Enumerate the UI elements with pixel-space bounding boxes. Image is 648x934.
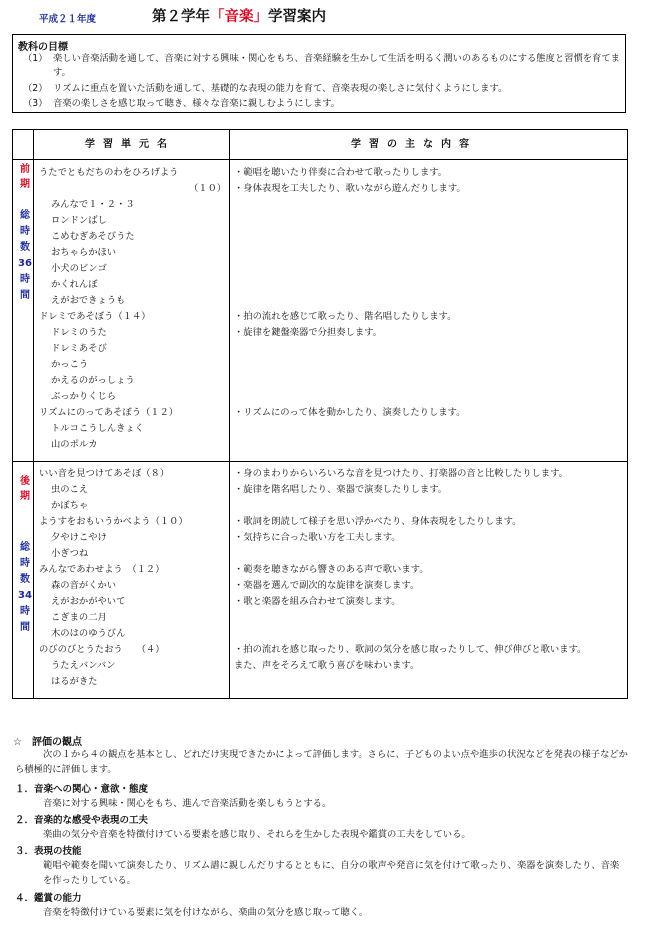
goal-item [23,52,623,80]
term2-hours-char: 時 [20,606,30,617]
eval-point-title: ２．音楽的な感受や表現の工夫 [15,815,149,826]
curriculum-table [12,129,628,699]
song-title: 小ぎつね [51,548,89,559]
goals-title: 教科の目標 [18,42,68,53]
term1-hours-char: 数 [20,242,30,253]
song-title: ドレミのうた [51,327,107,338]
goal-text: 楽しい音楽活動を通して、音楽に対する興味・関心をもち、音楽経験を生かして生活を明るく潤いのあるものにする態度と習慣を育てます。 [53,53,620,78]
eval-point-text: 音楽に対する興味・関心をもち、進んで音楽活動を楽しもうとする。 [43,798,332,809]
song-title: 虫のこえ [51,484,89,495]
song-title: おちゃらかほい [51,247,117,258]
song-title: かえるのがっしょう [51,375,135,386]
eval-point-text: 音楽を特徴付けている要素に気を付けながら、楽曲の気分を感じ取って聴く。 [43,907,369,918]
song-title: トルコこうしんきょく [51,423,144,434]
content-item: ・歌詞を朗読して様子を思い浮かべたり、身体表現をしたりします。 [234,516,522,527]
term2-hours-char: 間 [20,622,30,633]
content-item: ・歌と楽器を組み合わせて演奏します。 [234,596,401,607]
table-divider [13,461,627,462]
song-title: えがおできょうも [51,295,126,306]
song-title: かぼちゃ [51,500,89,511]
content-item: ・身のまわりからいろいろな音を見つけたり、打楽器の音と比較したりします。 [234,468,568,479]
song-title: みんなで１・２・３ [51,199,135,210]
table-divider [33,130,34,698]
content-item: ・リズムにのって体を動かしたり、演奏したりします。 [234,407,466,418]
title-grade: 第２学年 [152,9,210,25]
unit-hours: （１０） [189,183,227,194]
song-title: ぶっかりくじら [51,391,117,402]
term1-hours-char: 36 [18,258,32,269]
term1-label [17,162,33,192]
song-title: ドレミあそび [51,343,107,354]
term2-hours-char: 数 [20,574,30,585]
song-title: はるがきた [51,676,98,687]
content-item: ・旋律を鍵盤楽器で分担奏します。 [234,327,383,338]
unit-title: うたでともだちのわをひろげよう [39,167,179,178]
term1-hours-char: 時 [20,226,30,237]
content-item: ・拍の流れを感じ取ったり、歌詞の気分を感じ取ったりして、伸び伸びと歌います。 [234,644,587,655]
term2-label [17,474,33,504]
eval-point-title: ４．鑑賞の能力 [15,893,82,904]
term2-hours-char: 時 [20,558,30,569]
unit-title: ようすをおもいうかべよう（１０） [39,516,188,527]
page-title [152,5,326,26]
song-title: 山のポルカ [51,439,98,450]
song-title: かくれんぼ [51,279,98,290]
song-title: こぎまの二月 [51,612,107,623]
column-header-content: 学習の主な内容 [351,139,477,150]
year-label: 平成２１年度 [39,14,97,25]
term1-hours-char: 時 [20,274,30,285]
goal-number: （3） [23,98,48,109]
unit-title: リズムにのってあそぼう（１２） [39,407,179,418]
evaluation-intro: 次の１から４の観点を基本とし、どれだけ実現できたかによって評価します。さらに、子どものよい点や進歩の状況などを発表の様子などから積極的に評価します。 [15,749,628,775]
evaluation-header: ☆ 評価の観点 [13,737,82,748]
table-divider [13,159,627,160]
content-item: ・身体表現を工夫したり、歌いながら遊んだりします。 [234,183,466,194]
unit-title: のびのびとうたおう （４） [39,644,165,655]
subject-goals-box [12,34,626,113]
content-item: また、声をそろえて歌う喜びを味わいます。 [234,660,420,671]
content-item: ・範唱を聴いたり伴奏に合わせて歌ったりします。 [234,167,448,178]
eval-point-text: 楽曲の気分や音楽を特徴付けている要素を感じ取り、それらを生かした表現や鑑賞の工夫をしている。 [43,829,471,840]
song-title: うたえバンバン [51,660,116,671]
goal-number: （2） [23,83,48,94]
song-title: 小犬のビンゴ [51,263,107,274]
term2-hours [17,540,33,636]
title-guide: 学習案内 [268,9,326,25]
column-header-unit: 学習単元名 [85,139,175,150]
eval-point-title: ３．表現の技能 [15,846,82,857]
term1-hours-char: 総 [20,210,30,221]
title-subject: 「音楽」 [210,9,268,25]
song-title: 木のはのゆうびん [51,628,126,639]
song-title: かっこう [51,359,89,370]
song-title: こめむぎあそびうた [51,231,135,242]
goal-number: （1） [23,53,48,64]
content-item: ・範奏を聴きながら響きのある声で歌います。 [234,564,429,575]
eval-point-title: １．音楽への関心・意欲・態度 [15,784,149,795]
unit-title: いい音を見つけてあそぼ（８） [39,468,170,479]
song-title: 森の音がくかい [51,580,117,591]
unit-title: みんなであわせよう （１２） [39,564,165,575]
term1-name: 前期 [20,164,30,190]
song-title: 夕やけこやけ [51,532,107,543]
term1-hours [17,208,33,304]
content-item: ・楽器を選んで副次的な旋律を演奏します。 [234,580,420,591]
term1-hours-char: 間 [20,290,30,301]
content-item: ・拍の流れを感じて歌ったり、階名唱したりします。 [234,311,457,322]
eval-point-text: 範唱や範奏を聞いて演奏したり、リズム譜に親しんだりするとともに、自分の歌声や発音に気を付けて歌ったり、楽器を演奏したり、音楽を作ったりしている。 [43,860,620,886]
goal-text: 音楽の楽しさを感じ取って聴き、様々な音楽に親しむようにします。 [53,98,341,109]
content-item: ・気持ちに合った歌い方を工夫します。 [234,532,401,543]
song-title: ロンドンばし [51,215,107,226]
song-title: えがおかがやいて [51,596,126,607]
term2-hours-char: 総 [20,542,30,553]
term2-name: 後期 [20,476,30,502]
content-item: ・旋律を階名唱したり、楽器で演奏したりします。 [234,484,448,495]
unit-title: ドレミであそぼう（１４） [39,311,151,322]
goal-text: リズムに重点を置いた活動を通して、基礎的な表現の能力を育て、音楽表現の楽しさに気付くようにします。 [53,83,508,94]
table-divider [229,130,230,698]
term2-hours-char: 34 [18,590,32,601]
